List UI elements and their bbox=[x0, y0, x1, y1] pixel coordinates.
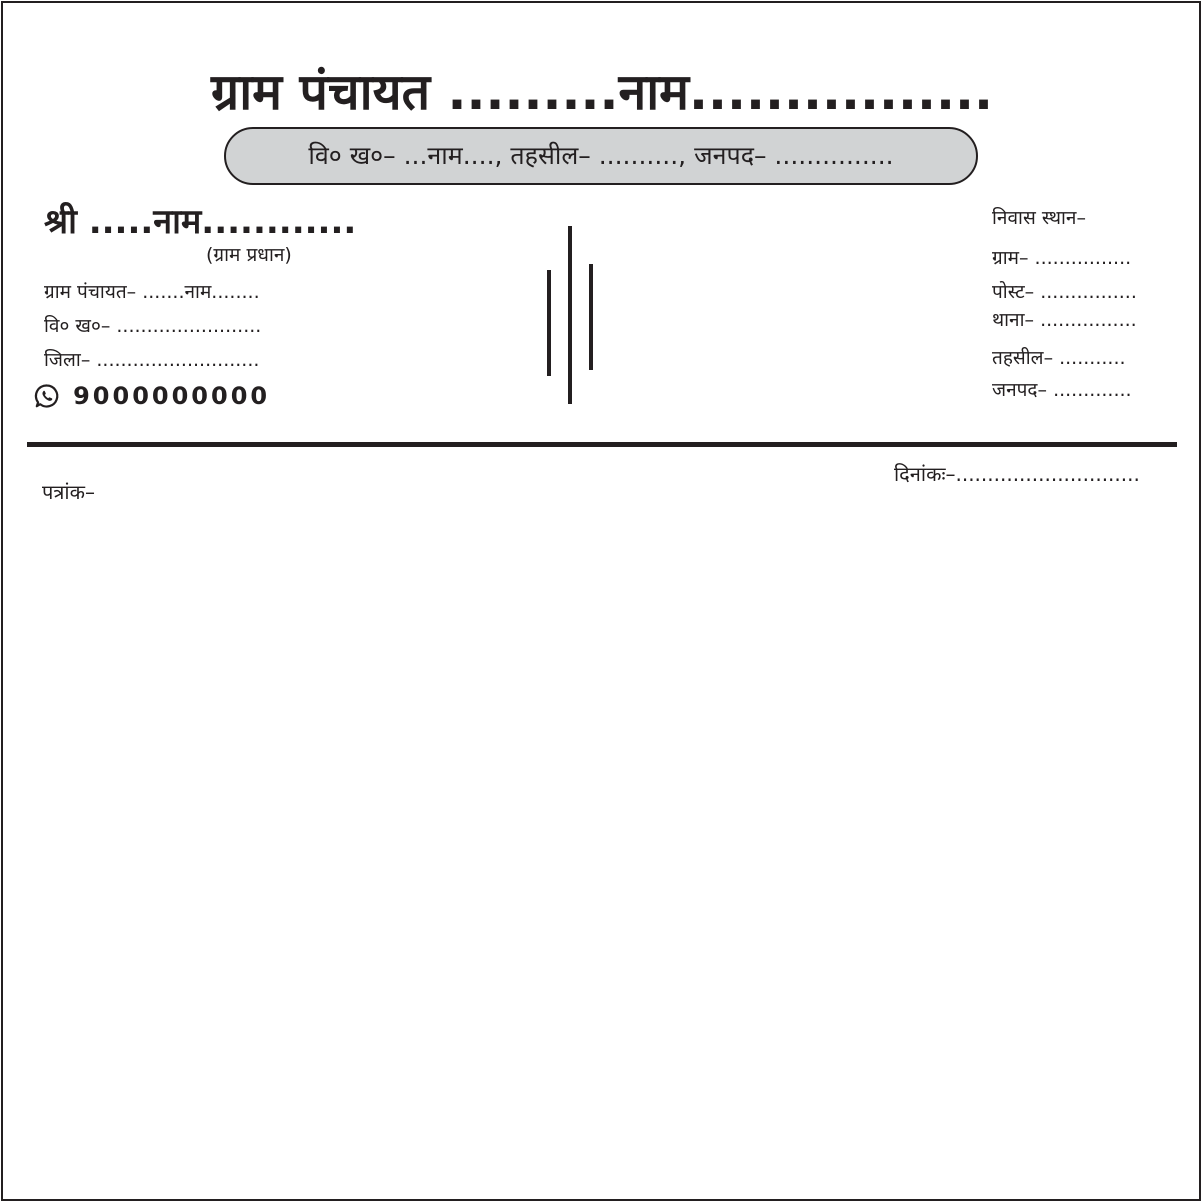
whatsapp-icon bbox=[34, 383, 60, 409]
right-thana: थाना– ................ bbox=[992, 309, 1137, 331]
left-gram-panchayat: ग्राम पंचायत– .......नाम........ bbox=[44, 281, 260, 303]
residence-heading: निवास स्थान– bbox=[992, 207, 1086, 229]
pradhan-name: श्री .....नाम............ bbox=[44, 202, 357, 242]
vertical-divider-mark bbox=[540, 224, 600, 406]
left-jila: जिला– ........................... bbox=[44, 349, 260, 371]
header-rule bbox=[27, 442, 1177, 447]
letter-number-label: पत्रांक– bbox=[42, 480, 95, 504]
address-banner bbox=[224, 127, 978, 185]
right-gram: ग्राम– ................ bbox=[992, 247, 1132, 269]
letterhead-title: ग्राम पंचायत .........नाम................ bbox=[211, 63, 993, 121]
phone-number: 9000000000 bbox=[73, 382, 271, 410]
date-label: दिनांकः–............................. bbox=[894, 462, 1140, 486]
phone-row bbox=[34, 380, 270, 412]
pradhan-designation: (ग्राम प्रधान) bbox=[206, 244, 292, 266]
right-tehsil: तहसील– ........... bbox=[992, 347, 1126, 369]
left-vikas-khand: वि० ख०– ........................ bbox=[44, 315, 262, 337]
right-janpad: जनपद– ............. bbox=[992, 379, 1132, 401]
address-banner-text: वि० ख०– ...नाम...., तहसील– .........., जनपद– ............... bbox=[308, 141, 894, 170]
right-post: पोस्ट– ................ bbox=[992, 281, 1137, 303]
